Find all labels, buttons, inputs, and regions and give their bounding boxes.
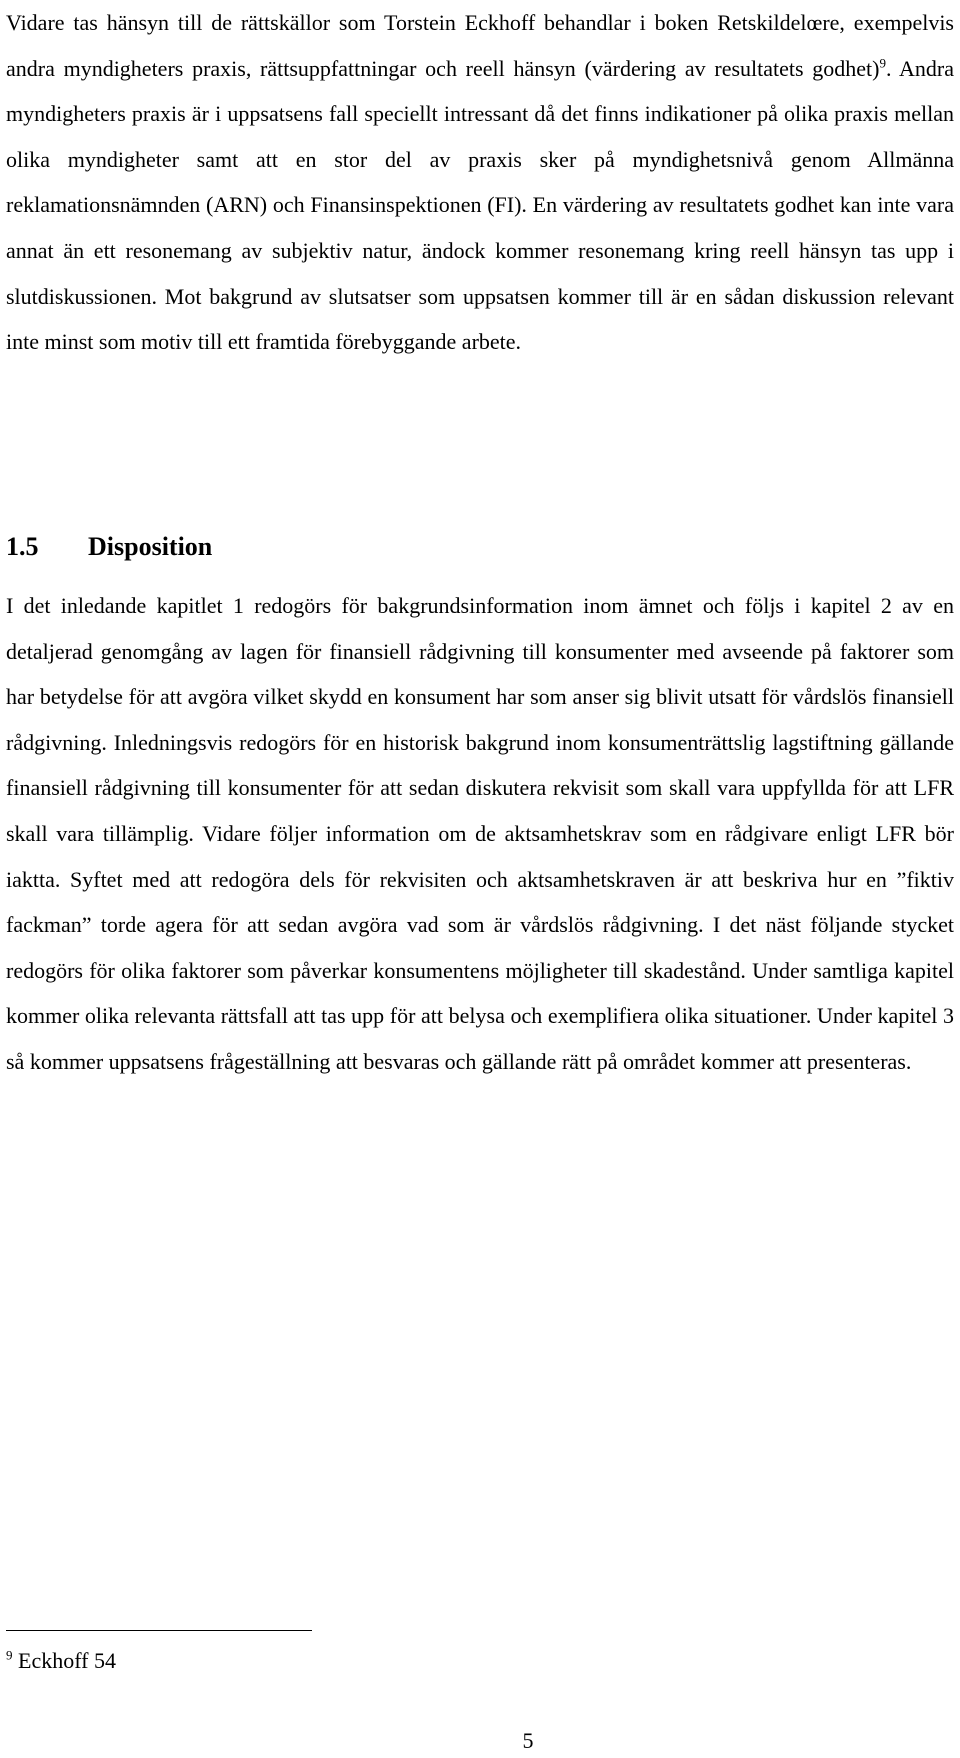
body-paragraph-1 bbox=[6, 0, 954, 365]
footnote-separator bbox=[6, 1630, 312, 1631]
section-heading bbox=[6, 532, 212, 562]
footnote-reference[interactable]: 9 bbox=[879, 55, 886, 71]
page-number: 5 bbox=[522, 1728, 534, 1753]
section-title: Disposition bbox=[88, 532, 213, 561]
paragraph-1-text-end: . Andra myndigheters praxis är i uppsatsens fall speciellt intressant då det finns indikationer på olika praxis mellan olika myndigheter samt att en stor del av praxis sker på myndighetsnivå genom Allmänna reklamationsnämnden (ARN) och Finansinspektionen (FI). En värdering av resultatets godhet kan inte vara annat än ett resonemang av subjektiv natur, ändock kommer resonemang kring reell hänsyn tas upp i slutdiskussionen. Mot bakgrund av slutsatser som uppsatsen kommer till är en sådan diskussion relevant inte minst som motiv till ett framtida förebyggande arbete. bbox=[6, 55, 954, 355]
footnote bbox=[6, 1648, 116, 1674]
footnote-text: Eckhoff 54 bbox=[18, 1648, 116, 1673]
body-paragraph-2: I det inledande kapitlet 1 redogörs för bakgrundsinformation inom ämnet och följs i kapitel 2 av en detaljerad genomgång av lagen för finansiell rådgivning till konsumenter med avseende på faktorer som har betydelse för att avgöra vilket skydd en konsument har som anser sig blivit utsatt för vårdslös finansiell rådgivning. Inledningsvis redogörs för en historisk bakgrund inom konsumenträttslig lagstiftning gällande finansiell rådgivning till konsumenter för att sedan diskutera rekvisit som skall vara uppfyllda för att LFR skall vara tillämplig. Vidare följer information om de aktsamhetskrav som en rådgivare enligt LFR bör iaktta. Syftet med att redogöra dels för rekvisiten och aktsamhetskraven är att beskriva hur en ”fiktiv fackman” torde agera för att sedan avgöra vad som är vårdslös rådgivning. I det näst följande stycket redogörs för olika faktorer som påverkar konsumentens möjligheter till skadestånd. Under samtliga kapitel kommer olika relevanta rättsfall att tas upp för att belysa och exemplifiera olika situationer. Under kapitel 3 så kommer uppsatsens frågeställning att besvaras och gällande rätt på området kommer att presenteras. bbox=[6, 593, 954, 1074]
section-number: 1.5 bbox=[6, 532, 39, 561]
paragraph-1-text-start: Vidare tas hänsyn till de rättskällor som Torstein Eckhoff behandlar i boken Retskildelœre, exempelvis andra myndigheters praxis, rättsuppfattningar och reell hänsyn (värdering av resultatets godhet) bbox=[6, 10, 954, 81]
footnote-number: 9 bbox=[6, 1647, 13, 1663]
